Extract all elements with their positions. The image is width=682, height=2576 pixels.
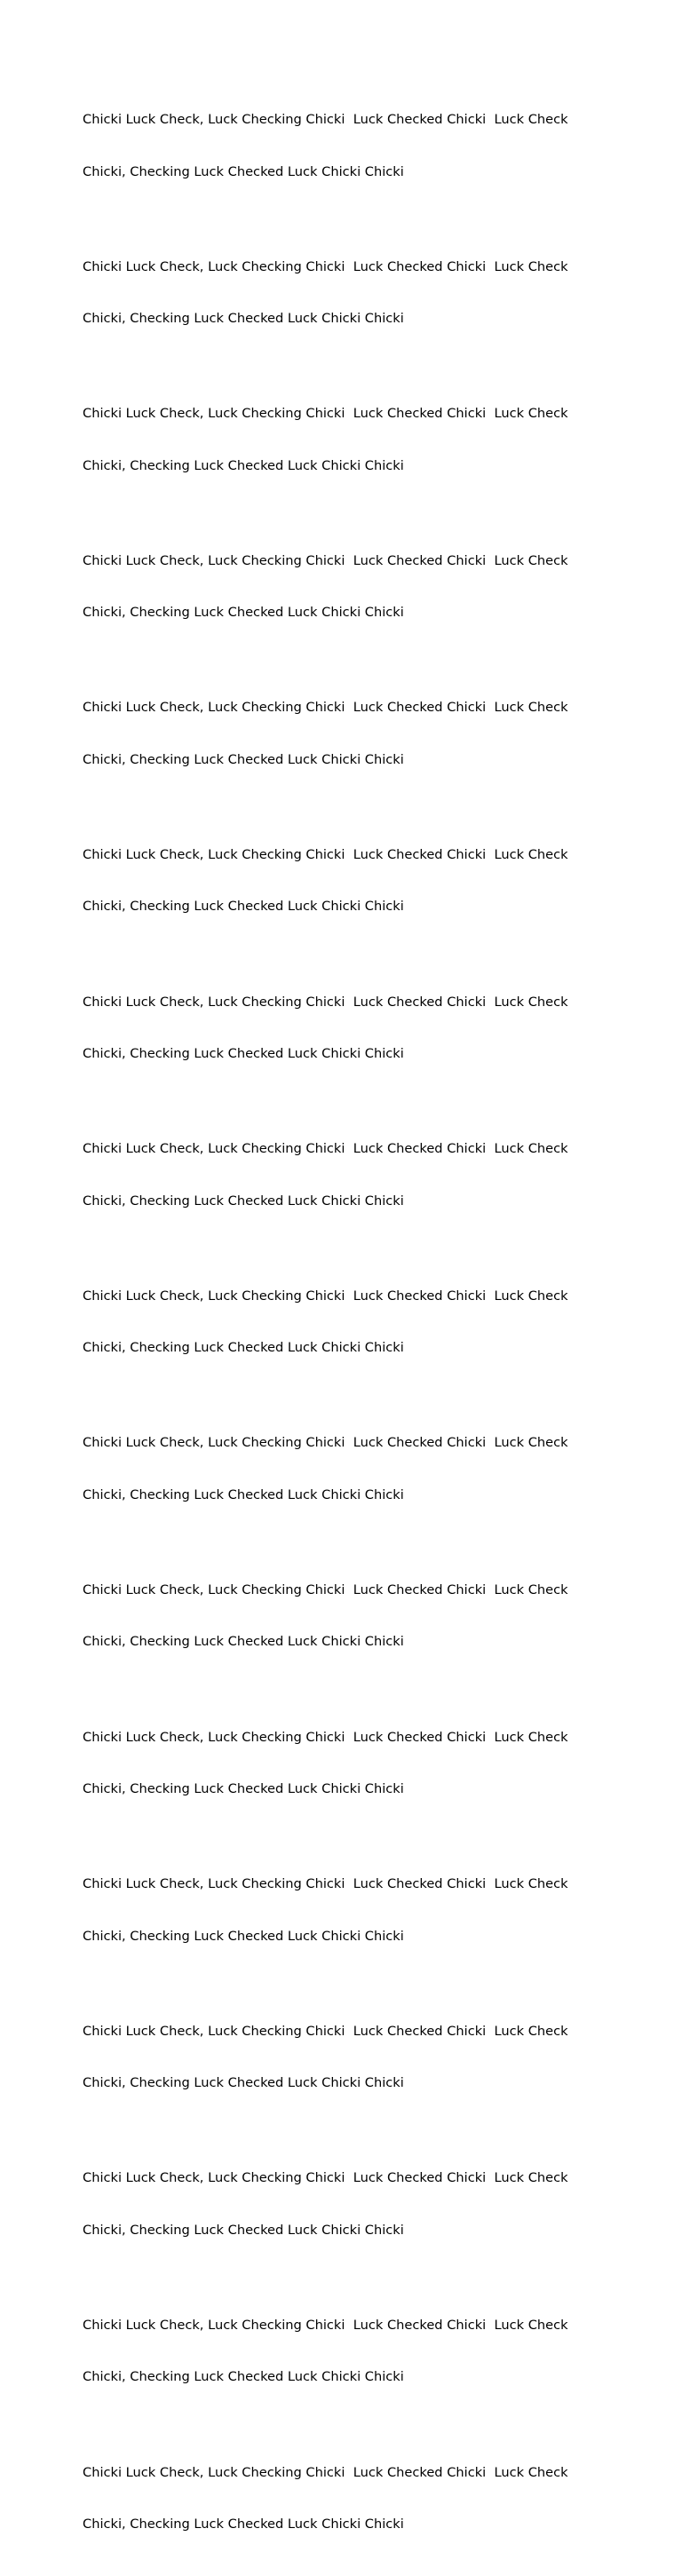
- paragraph-line: Chicki, Checking Luck Checked Luck Chicki Chicki: [83, 457, 404, 473]
- paragraph: [83, 518, 615, 656]
- paragraph-line: Chicki, Checking Luck Checked Luck Chicki Chicki: [83, 1781, 404, 1797]
- paragraph-line: Chicki Luck Check, Luck Checking Chicki Luck Checked Chicki Luck Check: [83, 112, 568, 127]
- paragraph-line: Chicki Luck Check, Luck Checking Chicki Luck Checked Chicki Luck Check: [83, 406, 568, 422]
- paragraph-line: Chicki, Checking Luck Checked Luck Chicki Chicki: [83, 2369, 404, 2385]
- paragraph-line: Chicki, Checking Luck Checked Luck Chicki Chicki: [83, 1486, 404, 1502]
- paragraph-line: Chicki Luck Check, Luck Checking Chicki Luck Checked Chicki Luck Check: [83, 1876, 568, 1892]
- paragraph: [83, 664, 615, 803]
- paragraph: [83, 76, 615, 215]
- paragraph: [83, 1253, 615, 1391]
- paragraph-line: Chicki, Checking Luck Checked Luck Chicki Chicki: [83, 311, 404, 327]
- paragraph-line: Chicki Luck Check, Luck Checking Chicki Luck Checked Chicki Luck Check: [83, 1141, 568, 1157]
- paragraph-line: Chicki Luck Check, Luck Checking Chicki Luck Checked Chicki Luck Check: [83, 1435, 568, 1451]
- paragraph-line: Chicki, Checking Luck Checked Luck Chicki Chicki: [83, 1046, 404, 1062]
- paragraph: [83, 1399, 615, 1538]
- document-body: [83, 76, 615, 2576]
- paragraph-line: Chicki, Checking Luck Checked Luck Chicki Chicki: [83, 751, 404, 767]
- paragraph-line: Chicki Luck Check, Luck Checking Chicki Luck Checked Chicki Luck Check: [83, 2023, 568, 2039]
- paragraph-line: Chicki Luck Check, Luck Checking Chicki Luck Checked Chicki Luck Check: [83, 552, 568, 568]
- paragraph-line: Chicki Luck Check, Luck Checking Chicki Luck Checked Chicki Luck Check: [83, 994, 568, 1010]
- paragraph-line: Chicki, Checking Luck Checked Luck Chicki Chicki: [83, 605, 404, 621]
- paragraph-line: Chicki, Checking Luck Checked Luck Chicki Chicki: [83, 2075, 404, 2091]
- paragraph-line: Chicki Luck Check, Luck Checking Chicki Luck Checked Chicki Luck Check: [83, 2317, 568, 2333]
- paragraph-line: Chicki, Checking Luck Checked Luck Chicki Chicki: [83, 2222, 404, 2238]
- paragraph-line: Chicki, Checking Luck Checked Luck Chicki Chicki: [83, 1928, 404, 1944]
- paragraph: [83, 812, 615, 950]
- paragraph-line: Chicki, Checking Luck Checked Luck Chicki Chicki: [83, 1634, 404, 1650]
- paragraph-line: Chicki Luck Check, Luck Checking Chicki Luck Checked Chicki Luck Check: [83, 700, 568, 716]
- paragraph-line: Chicki Luck Check, Luck Checking Chicki Luck Checked Chicki Luck Check: [83, 2170, 568, 2186]
- paragraph-line: Chicki Luck Check, Luck Checking Chicki Luck Checked Chicki Luck Check: [83, 2464, 568, 2480]
- paragraph-line: Chicki Luck Check, Luck Checking Chicki Luck Checked Chicki Luck Check: [83, 1581, 568, 1597]
- paragraph: [83, 224, 615, 362]
- paragraph: [83, 1841, 615, 1979]
- paragraph-line: Chicki, Checking Luck Checked Luck Chicki Chicki: [83, 1193, 404, 1209]
- paragraph: [83, 1547, 615, 1685]
- paragraph: [83, 2282, 615, 2421]
- paragraph-line: Chicki Luck Check, Luck Checking Chicki Luck Checked Chicki Luck Check: [83, 258, 568, 274]
- paragraph-line: Chicki Luck Check, Luck Checking Chicki Luck Checked Chicki Luck Check: [83, 846, 568, 862]
- paragraph: [83, 1988, 615, 2127]
- paragraph-line: Chicki Luck Check, Luck Checking Chicki Luck Checked Chicki Luck Check: [83, 1288, 568, 1304]
- paragraph-line: Chicki Luck Check, Luck Checking Chicki Luck Checked Chicki Luck Check: [83, 1729, 568, 1745]
- paragraph: [83, 2135, 615, 2273]
- paragraph-line: Chicki, Checking Luck Checked Luck Chicki Chicki: [83, 1340, 404, 1356]
- paragraph-line: Chicki, Checking Luck Checked Luck Chicki Chicki: [83, 163, 404, 179]
- paragraph: [83, 2429, 615, 2568]
- paragraph-line: Chicki, Checking Luck Checked Luck Chicki Chicki: [83, 899, 404, 915]
- paragraph: [83, 959, 615, 1098]
- paragraph: [83, 1106, 615, 1244]
- paragraph: [83, 1694, 615, 1833]
- paragraph-line: Chicki, Checking Luck Checked Luck Chicki Chicki: [83, 2517, 404, 2532]
- paragraph: [83, 370, 615, 509]
